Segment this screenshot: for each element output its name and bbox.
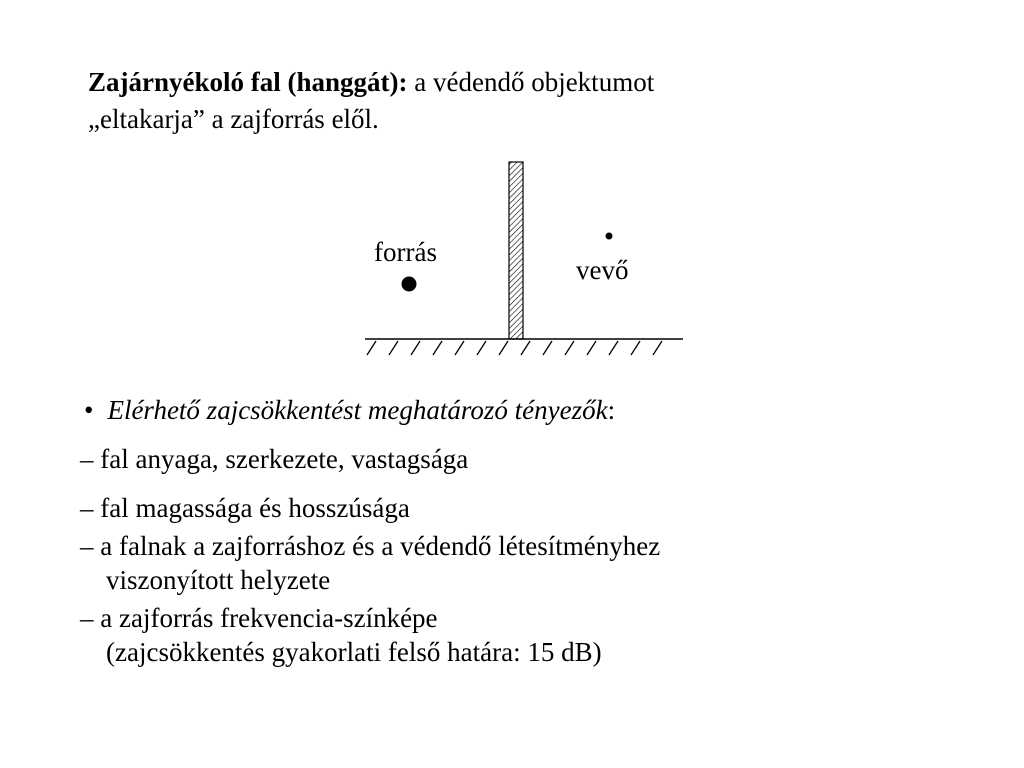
list-item — [80, 529, 900, 597]
list-item-continuation: viszonyított helyzete — [106, 565, 331, 595]
title-term: Zajárnyékoló fal (hanggát): — [88, 67, 408, 97]
receiver-label: vevő — [576, 255, 629, 285]
bullet-dot: • — [84, 395, 94, 425]
list-item-text: – a zajforrás frekvencia-színképe — [80, 603, 438, 633]
list-item-text: – a falnak a zajforráshoz és a védendő létesítményhez — [80, 531, 661, 561]
list-item — [80, 491, 900, 525]
list-item — [80, 442, 900, 476]
title-definition: a védendő objektumot — [407, 67, 655, 97]
title-line-2: „eltakarja” a zajforrás elől. — [88, 104, 379, 134]
source-point — [402, 277, 417, 292]
barrier-wall — [509, 162, 523, 339]
receiver-point — [606, 233, 613, 240]
source-label: forrás — [374, 237, 437, 267]
list-item-text: – fal magassága és hosszúsága — [80, 493, 410, 523]
list-item — [80, 601, 900, 669]
factors-heading-text: Elérhető zajcsökkentést meghatározó tényezők — [107, 395, 608, 425]
list-item-text: – fal anyaga, szerkezete, vastagsága — [80, 444, 469, 474]
factors-heading — [80, 393, 900, 427]
factors-heading-colon: : — [607, 395, 616, 425]
list-item-continuation: (zajcsökkentés gyakorlati felső határa: 15 dB) — [106, 637, 602, 667]
factors-list — [80, 393, 900, 684]
ground-hatching — [367, 341, 662, 355]
